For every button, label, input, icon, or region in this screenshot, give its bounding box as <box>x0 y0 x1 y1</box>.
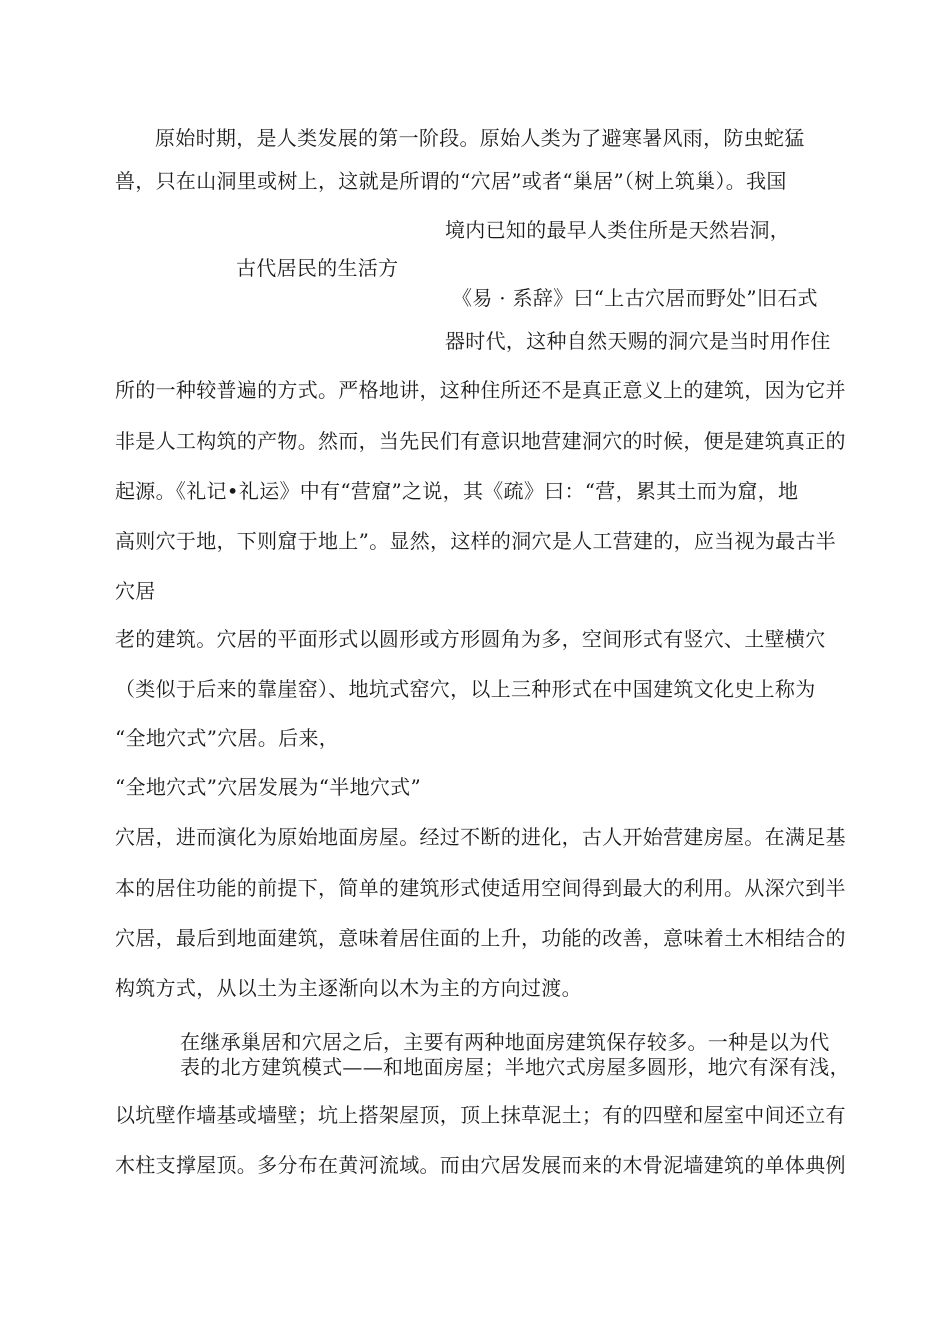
text-line: 起源。《礼记•礼运》中有“营窟”之说，其《疏》曰：“营，累其土而为窟，地 <box>115 479 799 503</box>
text-line: “全地穴式”穴居。后来， <box>115 726 340 750</box>
text-line: 器时代，这种自然天赐的洞穴是当时用作住 <box>445 329 831 353</box>
text-line: 《易 · 系辞》曰“上古穴居而野处”旧石式 <box>452 286 818 310</box>
text-line: 穴居，最后到地面建筑，意味着居住面的上升，功能的改善，意味着土木相结合的 <box>115 926 846 950</box>
text-line: 构筑方式，从以土为主逐渐向以木为主的方向过渡。 <box>115 976 582 1000</box>
text-line: 古代居民的生活方 <box>236 256 399 280</box>
text-line: 所的一种较普遍的方式。严格地讲，这种住所还不是真正意义上的建筑，因为它并 <box>115 378 846 402</box>
text-line: 兽，只在山洞里或树上，这就是所谓的“穴居”或者“巢居”（树上筑巢）。我国 <box>115 169 787 193</box>
text-line: 高则穴于地，下则窟于地上”。显然，这样的洞穴是人工营建的，应当视为最古半 <box>115 529 837 553</box>
text-line: 本的居住功能的前提下，简单的建筑形式使适用空间得到最大的利用。从深穴到半 <box>115 876 846 900</box>
text-line: 穴居，进而演化为原始地面房屋。经过不断的进化，古人开始营建房屋。在满足基 <box>115 825 846 849</box>
text-line: 穴居 <box>115 579 156 603</box>
text-line: 在继承巢居和穴居之后，主要有两种地面房建筑保存较多。一种是以为代 <box>180 1030 830 1054</box>
text-line: 原始时期，是人类发展的第一阶段。原始人类为了避寒暑风雨，防虫蛇猛 <box>155 126 805 150</box>
text-line: “全地穴式”穴居发展为“半地穴式” <box>115 775 421 799</box>
text-line: 表的北方建筑模式——和地面房屋；半地穴式房屋多圆形，地穴有深有浅， <box>180 1055 850 1079</box>
text-line: 木柱支撑屋顶。多分布在黄河流域。而由穴居发展而来的木骨泥墙建筑的单体典例 <box>115 1153 846 1177</box>
text-line: 以坑壁作墙基或墙壁；坑上搭架屋顶，顶上抹草泥土；有的四壁和屋室中间还立有 <box>115 1103 846 1127</box>
text-line: 境内已知的最早人类住所是天然岩洞， <box>445 218 791 242</box>
text-line: 非是人工构筑的产物。然而，当先民们有意识地营建洞穴的时候，便是建筑真正的 <box>115 429 846 453</box>
text-line: （类似于后来的靠崖窑）、地坑式窑穴，以上三种形式在中国建筑文化史上称为 <box>115 677 816 701</box>
text-line: 老的建筑。穴居的平面形式以圆形或方形圆角为多，空间形式有竖穴、土壁横穴 <box>115 627 826 651</box>
